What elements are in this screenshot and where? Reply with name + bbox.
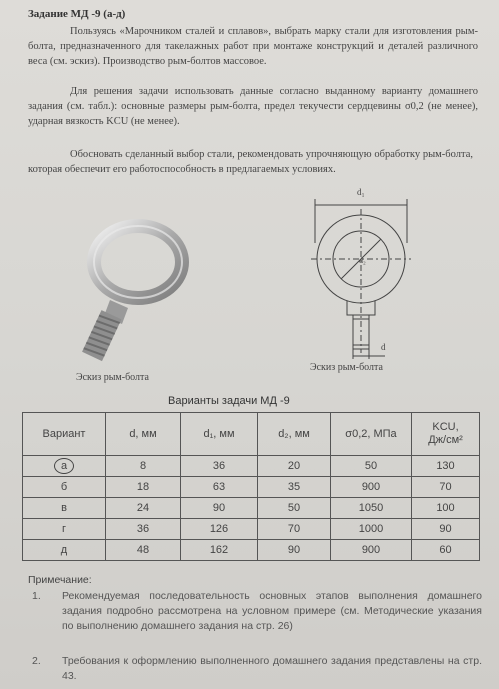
cell-d2: 50 <box>258 498 331 519</box>
header-kcu-bottom: Дж/см² <box>428 434 463 446</box>
variants-table <box>22 412 480 561</box>
table-row <box>23 519 480 540</box>
header-d1: d₁, мм <box>181 413 258 456</box>
header-d: d, мм <box>106 413 181 456</box>
circled-variant: а <box>54 458 74 474</box>
cell-kcu: 70 <box>412 477 480 498</box>
header-sigma: σ0,2, МПа <box>331 413 412 456</box>
cell-d2: 70 <box>258 519 331 540</box>
cell-d: 36 <box>106 519 181 540</box>
table-row <box>23 456 480 477</box>
cell-variant: б <box>23 477 106 498</box>
header-kcu <box>412 413 480 456</box>
paragraph-justification: Обосновать сделанный выбор стали, рекомендовать упрочняющую обработку рым-болта, которая обеспечит его работоспособность в предлагаемых условиях. <box>28 149 473 175</box>
cell-variant: в <box>23 498 106 519</box>
cell-sigma: 900 <box>331 540 412 561</box>
cell-sigma: 1050 <box>331 498 412 519</box>
cell-kcu: 90 <box>412 519 480 540</box>
cell-d: 8 <box>106 456 181 477</box>
cell-d2: 20 <box>258 456 331 477</box>
cell-sigma: 900 <box>331 477 412 498</box>
cell-d2: 90 <box>258 540 331 561</box>
cell-d1: 63 <box>181 477 258 498</box>
cell-d1: 162 <box>181 540 258 561</box>
cell-variant: г <box>23 519 106 540</box>
cell-d2: 35 <box>258 477 331 498</box>
cell-d1: 126 <box>181 519 258 540</box>
label-d: d <box>381 342 386 352</box>
cell-kcu: 60 <box>412 540 480 561</box>
label-d2: d₂ <box>359 256 366 265</box>
cell-kcu: 100 <box>412 498 480 519</box>
header-d2: d₂, мм <box>258 413 331 456</box>
note-text: Рекомендуемая последовательность основных этапов выполнения домашнего задания подробно рассмотрена на условном примере (см. Методические указания по выполнению домашнего задания на стр. 26) <box>62 590 482 632</box>
table-row <box>23 540 480 561</box>
cell-kcu: 130 <box>412 456 480 477</box>
photo-caption: Эскиз рым-болта <box>76 372 149 383</box>
notes-title: Примечание: <box>28 574 92 586</box>
note-item <box>32 654 482 684</box>
table-title: Варианты задачи МД -9 <box>168 395 290 407</box>
cell-variant: д <box>23 540 106 561</box>
note-number: 2. <box>32 655 41 667</box>
table-row <box>23 477 480 498</box>
cell-d: 24 <box>106 498 181 519</box>
header-variant: Вариант <box>23 413 106 456</box>
cell-sigma: 1000 <box>331 519 412 540</box>
paragraph-intro: Пользуясь «Марочником сталей и сплавов», выбрать марку стали для изготовления рым-болта, предназначенного для такелажных работ при монтаже конструкций и деталей различного веса (см. эскиз). Производство рым-болтов массовое. <box>28 26 478 67</box>
note-text: Требования к оформлению выполненного домашнего задания представлены на стр. 43. <box>62 655 482 682</box>
label-d1: d₁ <box>357 187 365 197</box>
sketch-caption: Эскиз рым-болта <box>310 362 383 373</box>
cell-sigma: 50 <box>331 456 412 477</box>
cell-d: 48 <box>106 540 181 561</box>
cell-d: 18 <box>106 477 181 498</box>
note-number: 1. <box>32 590 41 602</box>
paragraph-task-data: Для решения задачи использовать данные согласно выданному варианту домашнего задания (см. табл.): основные размеры рым-болта, предел текучести сердцевины σ0,2 (не менее), ударная вязкость KCU (не менее). <box>28 86 478 127</box>
cell-d1: 36 <box>181 456 258 477</box>
header-kcu-top: KCU, <box>432 421 459 433</box>
eye-bolt-photo <box>70 212 190 372</box>
note-item <box>32 589 482 634</box>
cell-variant <box>23 456 106 477</box>
cell-d1: 90 <box>181 498 258 519</box>
table-row <box>23 498 480 519</box>
eye-bolt-sketch <box>295 183 425 363</box>
page-title: Задание МД -9 (а-д) <box>28 8 126 20</box>
table-header-row <box>23 413 480 456</box>
